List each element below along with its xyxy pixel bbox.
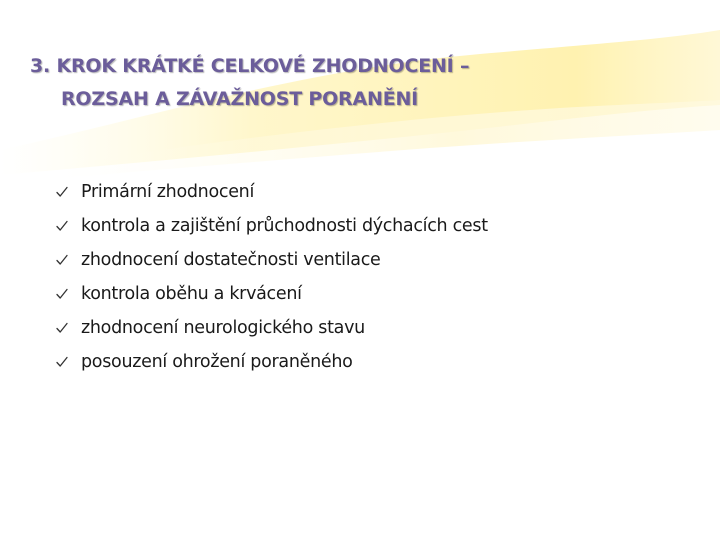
checkmark-icon: [55, 321, 69, 335]
bullet-text: kontrola a zajištění průchodnosti dýchacích cest: [81, 216, 488, 236]
checkmark-icon: [55, 219, 69, 233]
bullet-text: Primární zhodnocení: [81, 182, 255, 202]
list-item: [55, 277, 489, 311]
bullet-text: kontrola oběhu a krvácení: [81, 284, 302, 304]
list-item: [55, 243, 489, 277]
list-item: [55, 209, 489, 243]
slide-title-line-2: ROZSAH A ZÁVAŽNOST PORANĚNÍ: [61, 88, 419, 110]
slide-title: [30, 50, 670, 116]
bullet-text: zhodnocení neurologického stavu: [81, 318, 365, 338]
bullet-text: posouzení ohrožení poraněného: [81, 352, 353, 372]
list-item: [55, 345, 489, 379]
slide-title-line-1: 3. KROK KRÁTKÉ CELKOVÉ ZHODNOCENÍ –: [30, 55, 470, 77]
bullet-text: zhodnocení dostatečnosti ventilace: [81, 250, 381, 270]
checkmark-icon: [55, 355, 69, 369]
checkmark-icon: [55, 287, 69, 301]
list-item: [55, 311, 489, 345]
bullet-list: [55, 175, 489, 379]
checkmark-icon: [55, 253, 69, 267]
checkmark-icon: [55, 185, 69, 199]
list-item: [55, 175, 489, 209]
